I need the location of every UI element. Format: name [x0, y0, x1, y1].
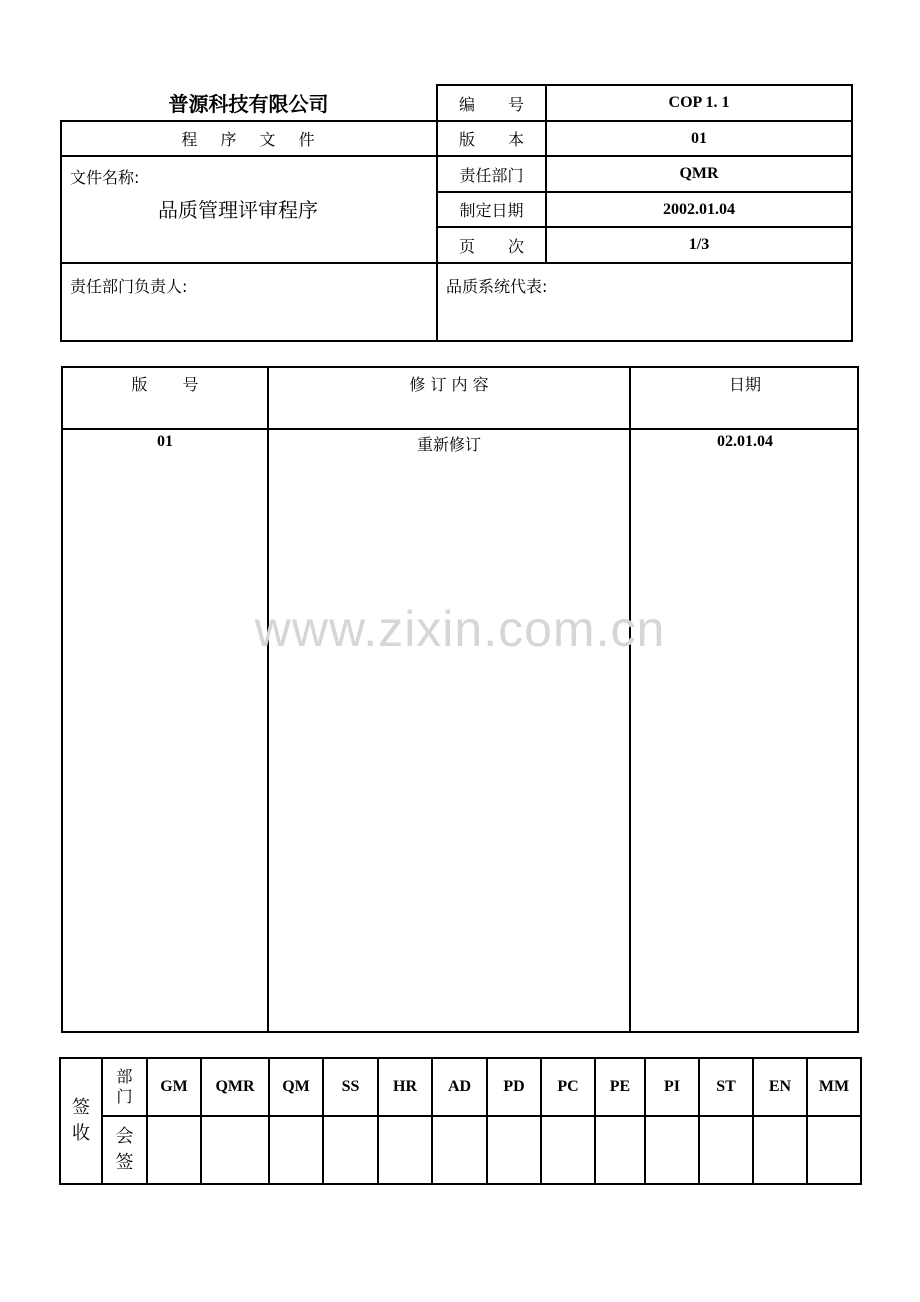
signature-cell[interactable]: [432, 1116, 487, 1184]
revision-header-content: 修 订 内 容: [409, 375, 489, 394]
revision-col-divider: [267, 368, 269, 1031]
countersign-label-cell: [102, 1116, 147, 1184]
resp-head-cell: [61, 263, 437, 341]
field-label-dept: 责任部门: [437, 156, 546, 192]
resp-head-label: 责任部门负责人:: [70, 277, 188, 296]
signature-cell[interactable]: [147, 1116, 201, 1184]
revision-header-divider: [63, 428, 857, 430]
signoff-grid: [59, 1057, 862, 1185]
field-value-version: 01: [546, 121, 852, 156]
signoff-table: [59, 1057, 862, 1185]
signature-cell[interactable]: [201, 1116, 269, 1184]
signature-cell[interactable]: [323, 1116, 378, 1184]
quality-rep-cell: [437, 263, 852, 341]
file-name: 品质管理评审程序: [158, 198, 318, 222]
dept-en: EN: [753, 1058, 807, 1116]
dept-pd: PD: [487, 1058, 541, 1116]
doc-type-cell: 程 序 文 件: [61, 121, 437, 156]
dept-qmr: QMR: [201, 1058, 269, 1116]
signoff-label-text: 签收: [72, 1097, 90, 1144]
revision-row-content: 重新修订: [416, 435, 481, 454]
document-header: [60, 84, 853, 342]
dept-ad: AD: [432, 1058, 487, 1116]
watermark: www.zixin.com.cn: [254, 601, 666, 657]
dept-pe: PE: [595, 1058, 645, 1116]
signoff-label: [60, 1058, 102, 1184]
dept-st: ST: [699, 1058, 753, 1116]
signature-cell[interactable]: [753, 1116, 807, 1184]
dept-ss: SS: [323, 1058, 378, 1116]
revision-row-version: 01: [157, 433, 173, 450]
dept-qm: QM: [269, 1058, 323, 1116]
signature-cell[interactable]: [595, 1116, 645, 1184]
field-value-number: COP 1. 1: [546, 85, 852, 121]
signature-cell[interactable]: [699, 1116, 753, 1184]
countersign-label-text: 会签: [115, 1126, 134, 1173]
revision-header-version: 版 号: [131, 375, 199, 394]
revision-table: [61, 366, 859, 1033]
dept-label-text: 部门: [116, 1067, 133, 1106]
signature-cell[interactable]: [269, 1116, 323, 1184]
field-value-page: 1/3: [546, 227, 852, 263]
signature-cell[interactable]: [487, 1116, 541, 1184]
field-value-date: 2002.01.04: [546, 192, 852, 227]
revision-col-divider: [629, 368, 631, 1031]
signature-cell[interactable]: [645, 1116, 699, 1184]
header-table: [60, 84, 853, 342]
file-name-label: 文件名称:: [70, 168, 140, 187]
dept-hr: HR: [378, 1058, 432, 1116]
field-label-page: 页 次: [437, 227, 546, 263]
signature-cell[interactable]: [541, 1116, 595, 1184]
dept-mm: MM: [807, 1058, 861, 1116]
field-label-number: 编 号: [437, 85, 546, 121]
signature-cell[interactable]: [378, 1116, 432, 1184]
company-cell: 普源科技有限公司: [61, 85, 437, 121]
file-name-cell: [61, 156, 437, 263]
revision-row-date: 02.01.04: [717, 433, 773, 450]
revision-header-date: 日期: [728, 375, 761, 394]
field-value-dept: QMR: [546, 156, 852, 192]
signature-cell[interactable]: [807, 1116, 861, 1184]
field-label-version: 版 本: [437, 121, 546, 156]
dept-pi: PI: [645, 1058, 699, 1116]
quality-rep-label: 品质系统代表:: [446, 277, 548, 296]
dept-label-cell: [102, 1058, 147, 1116]
dept-gm: GM: [147, 1058, 201, 1116]
dept-pc: PC: [541, 1058, 595, 1116]
field-label-date: 制定日期: [437, 192, 546, 227]
